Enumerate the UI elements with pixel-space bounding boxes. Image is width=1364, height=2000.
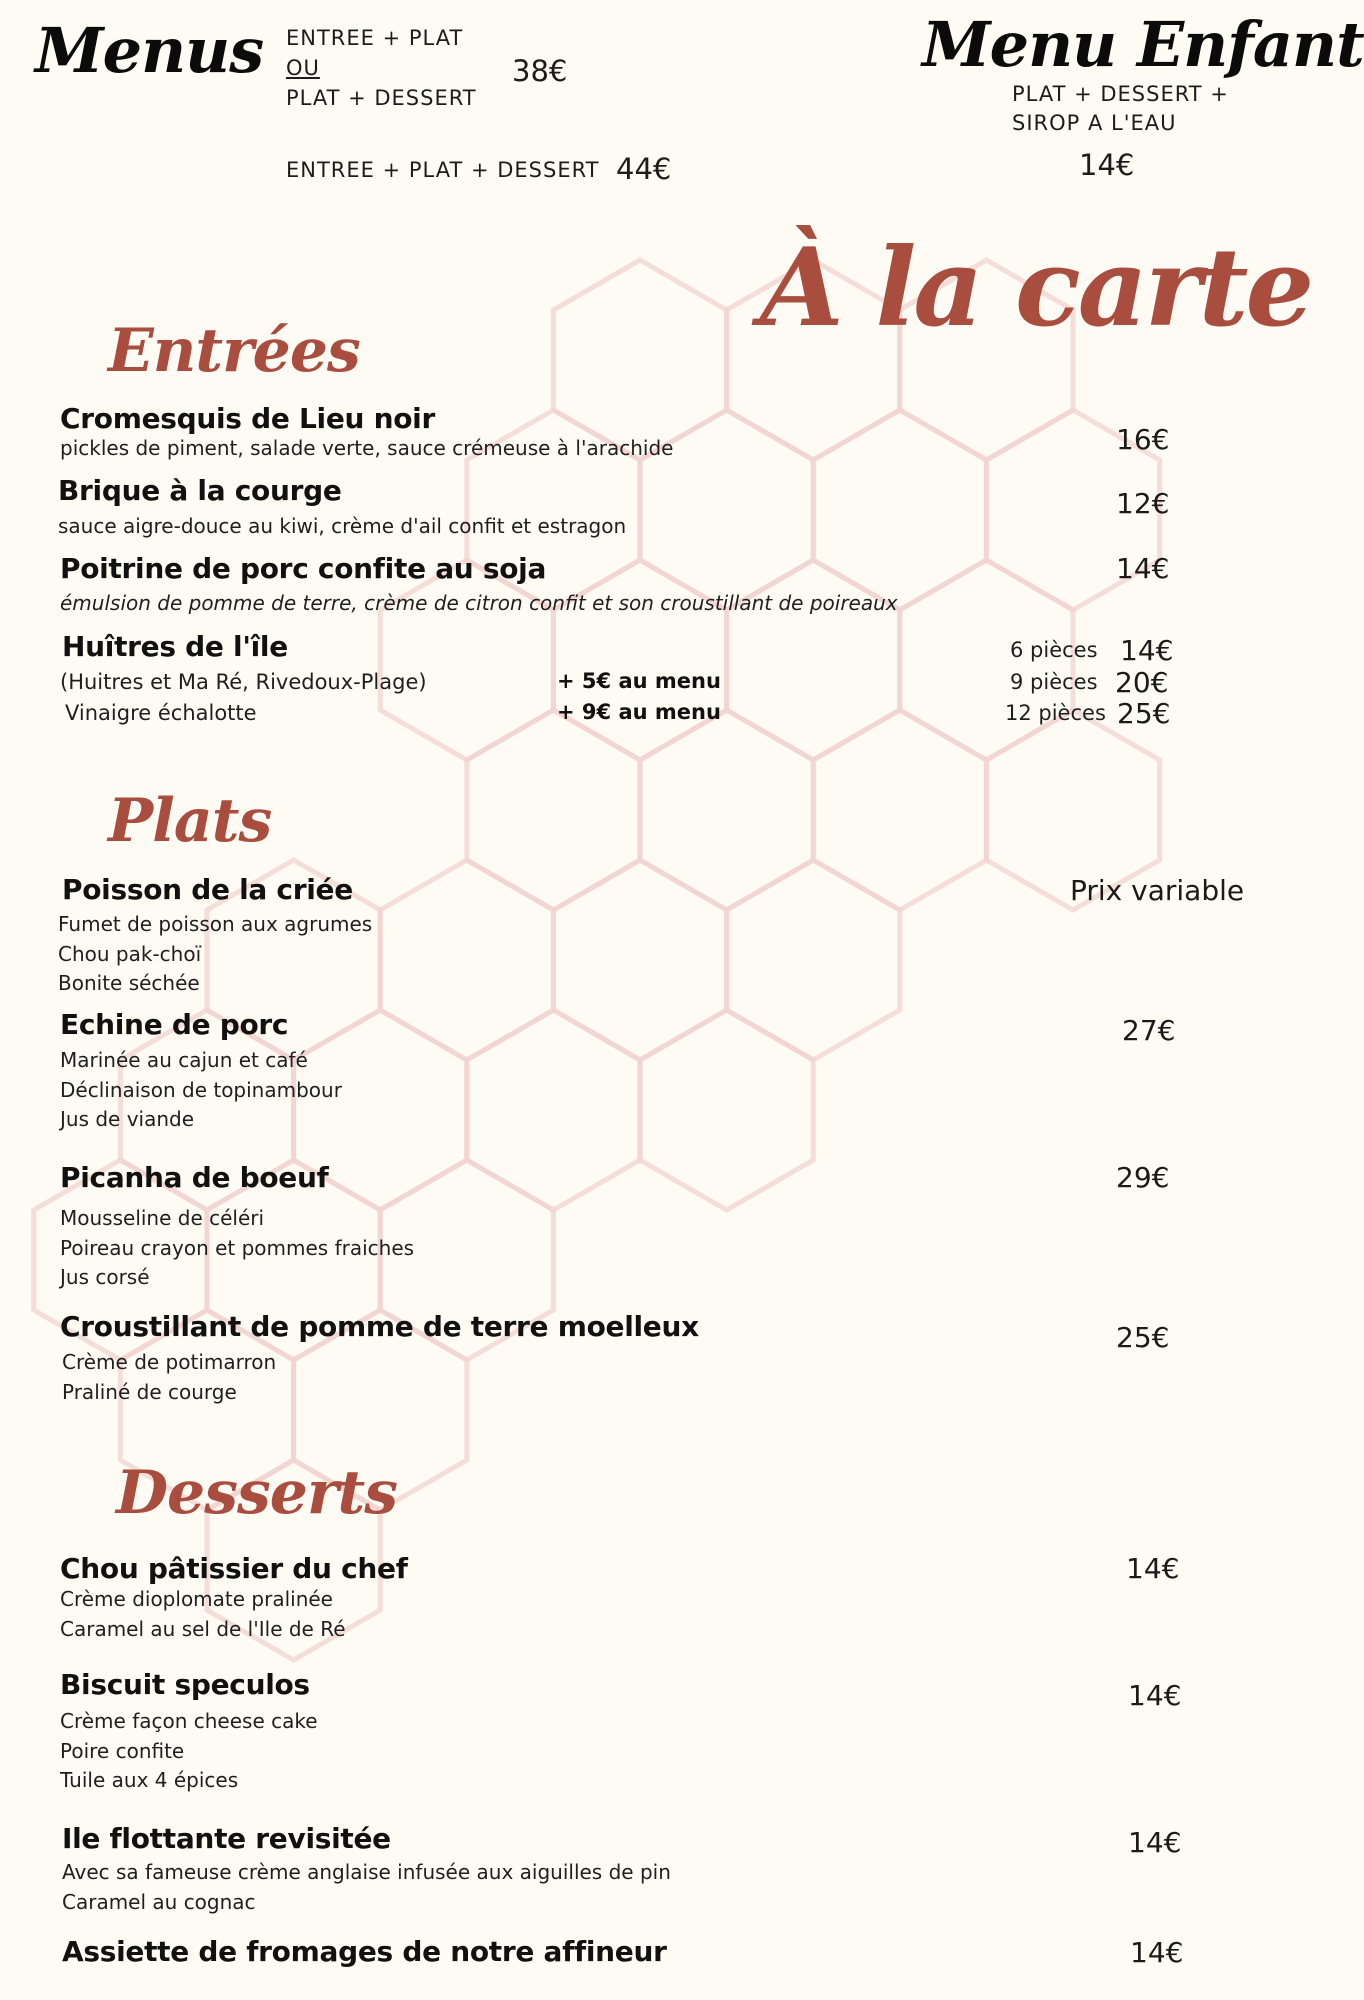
formula-price-2: 44€	[616, 152, 672, 186]
hexagon-outline	[553, 860, 726, 1060]
dish-description	[58, 910, 372, 999]
oysters-name: Huîtres de l'île	[62, 630, 288, 663]
kids-menu-price: 14€	[1079, 148, 1135, 182]
oysters-supplement: + 5€ au menu	[557, 669, 721, 693]
dish-description	[60, 1585, 346, 1644]
kids-menu-line-2: SIROP A L'EAU	[1012, 111, 1177, 135]
hexagon-outline	[467, 1010, 640, 1210]
dish-name: Poitrine de porc confite au soja	[60, 552, 547, 585]
oysters-sauce: Vinaigre échalotte	[65, 701, 257, 725]
dish-description	[60, 1204, 414, 1293]
dish-description: sauce aigre-douce au kiwi, crème d'ail confit et estragon	[58, 514, 627, 538]
oysters-supplement: + 9€ au menu	[557, 700, 721, 724]
description-line: Poire confite	[60, 1738, 185, 1763]
dish-price: Prix variable	[1070, 874, 1245, 907]
formula-line-2: PLAT + DESSERT	[286, 86, 477, 110]
description-line: Caramel au cognac	[62, 1889, 256, 1914]
dish-name: Biscuit speculos	[60, 1668, 310, 1701]
kids-menu-line-1: PLAT + DESSERT +	[1012, 82, 1229, 106]
dish-price: 27€	[1122, 1014, 1176, 1047]
hexagon-outline	[553, 260, 726, 460]
formula-price-1: 38€	[512, 54, 568, 88]
dish-name: Ile flottante revisitée	[62, 1822, 391, 1855]
oysters-price: 25€	[1117, 697, 1171, 730]
dish-name: Poisson de la criée	[62, 873, 353, 906]
hexagon-outline	[640, 1010, 813, 1210]
dish-name: Assiette de fromages de notre affineur	[62, 1935, 667, 1968]
formula-line-1: ENTREE + PLAT	[286, 26, 464, 50]
description-line: Praliné de courge	[62, 1379, 237, 1404]
description-line: Bonite séchée	[58, 971, 200, 995]
dish-price: 25€	[1116, 1321, 1170, 1354]
description-line: Crème façon cheese cake	[60, 1709, 318, 1733]
plats-title: Plats	[108, 786, 272, 856]
oysters-quantity: 12 pièces	[1005, 701, 1106, 725]
description-line: Jus de viande	[60, 1107, 195, 1131]
dish-price: 16€	[1116, 423, 1170, 456]
dish-name: Croustillant de pomme de terre moelleux	[60, 1310, 699, 1343]
dish-name: Brique à la courge	[58, 474, 342, 507]
dish-price: 14€	[1128, 1826, 1182, 1859]
a-la-carte-title: À la carte	[760, 225, 1312, 351]
dish-description	[60, 1707, 318, 1796]
menus-title: Menus	[35, 14, 264, 87]
hexagon-outline	[727, 860, 900, 1060]
oysters-price: 14€	[1120, 634, 1174, 667]
dish-price: 14€	[1128, 1679, 1182, 1712]
dish-name: Chou pâtissier du chef	[60, 1552, 408, 1585]
dish-price: 14€	[1130, 1936, 1184, 1969]
description-line: Déclinaison de topinambour	[60, 1077, 342, 1102]
dish-name: Picanha de boeuf	[60, 1161, 329, 1194]
dish-price: 14€	[1116, 552, 1170, 585]
oysters-price: 20€	[1115, 666, 1169, 699]
oysters-quantity: 9 pièces	[1010, 670, 1098, 694]
entrees-title: Entrées	[108, 316, 360, 386]
dish-price: 14€	[1126, 1552, 1180, 1585]
description-line: Marinée au cajun et café	[60, 1048, 308, 1072]
dish-name: Cromesquis de Lieu noir	[60, 402, 435, 435]
formula-or: OU	[286, 56, 320, 80]
oysters-description: (Huitres et Ma Ré, Rivedoux-Plage)	[60, 670, 427, 694]
description-line: Crème dioplomate pralinée	[60, 1587, 333, 1611]
description-line: Tuile aux 4 épices	[60, 1768, 239, 1792]
oysters-quantity: 6 pièces	[1010, 638, 1098, 662]
formula-line-3: ENTREE + PLAT + DESSERT	[286, 158, 600, 182]
hexagon-outline	[813, 410, 986, 610]
description-line: Mousseline de céléri	[60, 1206, 265, 1230]
dish-description	[62, 1858, 671, 1917]
desserts-title: Desserts	[116, 1458, 398, 1528]
dish-name: Echine de porc	[60, 1008, 289, 1041]
description-line: Crème de potimarron	[62, 1350, 277, 1374]
description-line: Poireau crayon et pommes fraiches	[60, 1235, 415, 1260]
dish-price: 12€	[1116, 487, 1170, 520]
description-line: Caramel au sel de l'Ile de Ré	[60, 1616, 346, 1641]
dish-description: émulsion de pomme de terre, crème de citron confit et son croustillant de poireaux	[60, 591, 898, 615]
kids-menu-title: Menu Enfant	[922, 8, 1364, 81]
dish-description	[60, 1046, 342, 1135]
description-line: Avec sa fameuse crème anglaise infusée aux aiguilles de pin	[62, 1860, 671, 1884]
hexagon-outline	[640, 710, 813, 910]
description-line: Fumet de poisson aux agrumes	[58, 912, 373, 936]
hexagon-outline	[813, 710, 986, 910]
dish-price: 29€	[1116, 1161, 1170, 1194]
description-line: Chou pak-choï	[58, 941, 202, 966]
hexagon-outline	[380, 860, 553, 1060]
hexagon-outline	[467, 710, 640, 910]
dish-description: pickles de piment, salade verte, sauce crémeuse à l'arachide	[60, 436, 674, 460]
description-line: Jus corsé	[60, 1265, 150, 1289]
dish-description	[62, 1348, 276, 1407]
